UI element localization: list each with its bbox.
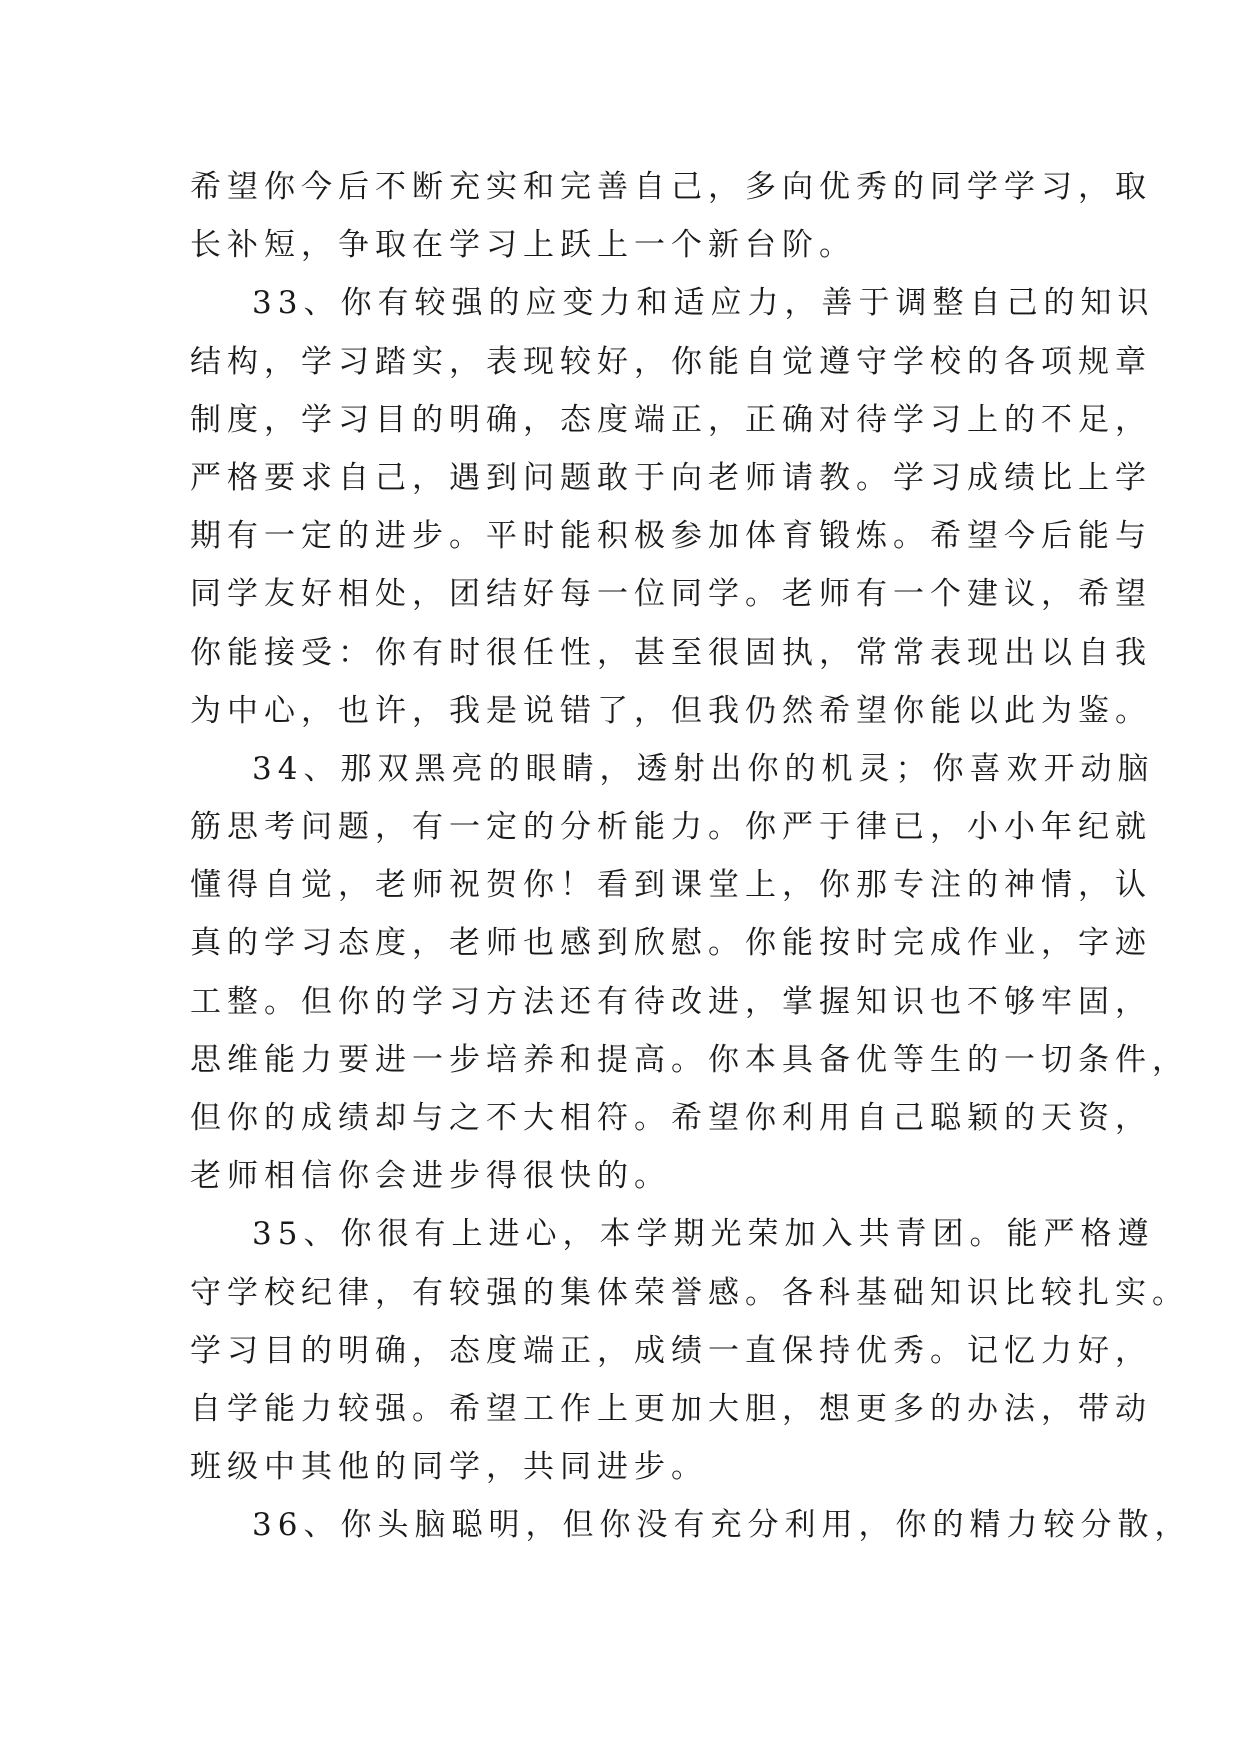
paragraph-start-35: 35、你很有上进心，本学期光荣加入共青团。能严格遵 <box>252 1216 1155 1253</box>
text-line: 但你的成绩却与之不大相符。希望你利用自己聪颖的天资， <box>190 1100 1152 1136</box>
text-line: 筋思考问题，有一定的分析能力。你严于律已，小小年纪就 <box>190 809 1152 846</box>
text-line: 结构，学习踏实，表现较好，你能自觉遵守学校的各项规章 <box>190 343 1152 380</box>
text-line: 懂得自觉，老师祝贺你！看到课堂上，你那专注的神情，认 <box>190 867 1152 904</box>
text-line: 自学能力较强。希望工作上更加大胆，想更多的办法，带动 <box>190 1390 1152 1427</box>
text-line: 学习目的明确，态度端正，成绩一直保持优秀。记忆力好， <box>190 1332 1152 1369</box>
text-line: 严格要求自己，遇到问题敢于向老师请教。学习成绩比上学 <box>190 459 1152 496</box>
text-line: 工整。但你的学习方法还有待改进，掌握知识也不够牢固， <box>190 983 1152 1020</box>
text-line: 为中心，也许，我是说错了，但我仍然希望你能以此为鉴。 <box>190 692 1152 729</box>
paragraph-start-33: 33、你有较强的应变力和适应力，善于调整自己的知识 <box>252 285 1155 322</box>
paragraph-start-34: 34、那双黑亮的眼睛，透射出你的机灵；你喜欢开动脑 <box>252 750 1155 787</box>
text-line: 你能接受：你有时很任性，甚至很固执，常常表现出以自我 <box>190 634 1152 671</box>
text-line: 班级中其他的同学，共同进步。 <box>190 1449 708 1486</box>
text-line: 制度，学习目的明确，态度端正，正确对待学习上的不足， <box>190 401 1152 438</box>
text-line: 期有一定的进步。平时能积极参加体育锻炼。希望今后能与 <box>190 518 1152 555</box>
text-line: 思维能力要进一步培养和提高。你本具备优等生的一切条件， <box>190 1041 1189 1078</box>
text-line: 真的学习态度，老师也感到欣慰。你能按时完成作业，字迹 <box>190 925 1152 962</box>
document-body <box>190 158 1192 1555</box>
text-line: 希望你今后不断充实和完善自己，多向优秀的同学学习，取 <box>190 169 1152 205</box>
text-line: 同学友好相处，团结好每一位同学。老师有一个建议，希望 <box>190 576 1152 613</box>
paragraph-start-36: 36、你头脑聪明，但你没有充分利用，你的精力较分散， <box>252 1507 1192 1544</box>
text-line: 老师相信你会进步得很快的。 <box>190 1158 671 1195</box>
text-line: 长补短，争取在学习上跃上一个新台阶。 <box>190 227 856 264</box>
text-line: 守学校纪律，有较强的集体荣誉感。各科基础知识比较扎实。 <box>190 1274 1189 1311</box>
